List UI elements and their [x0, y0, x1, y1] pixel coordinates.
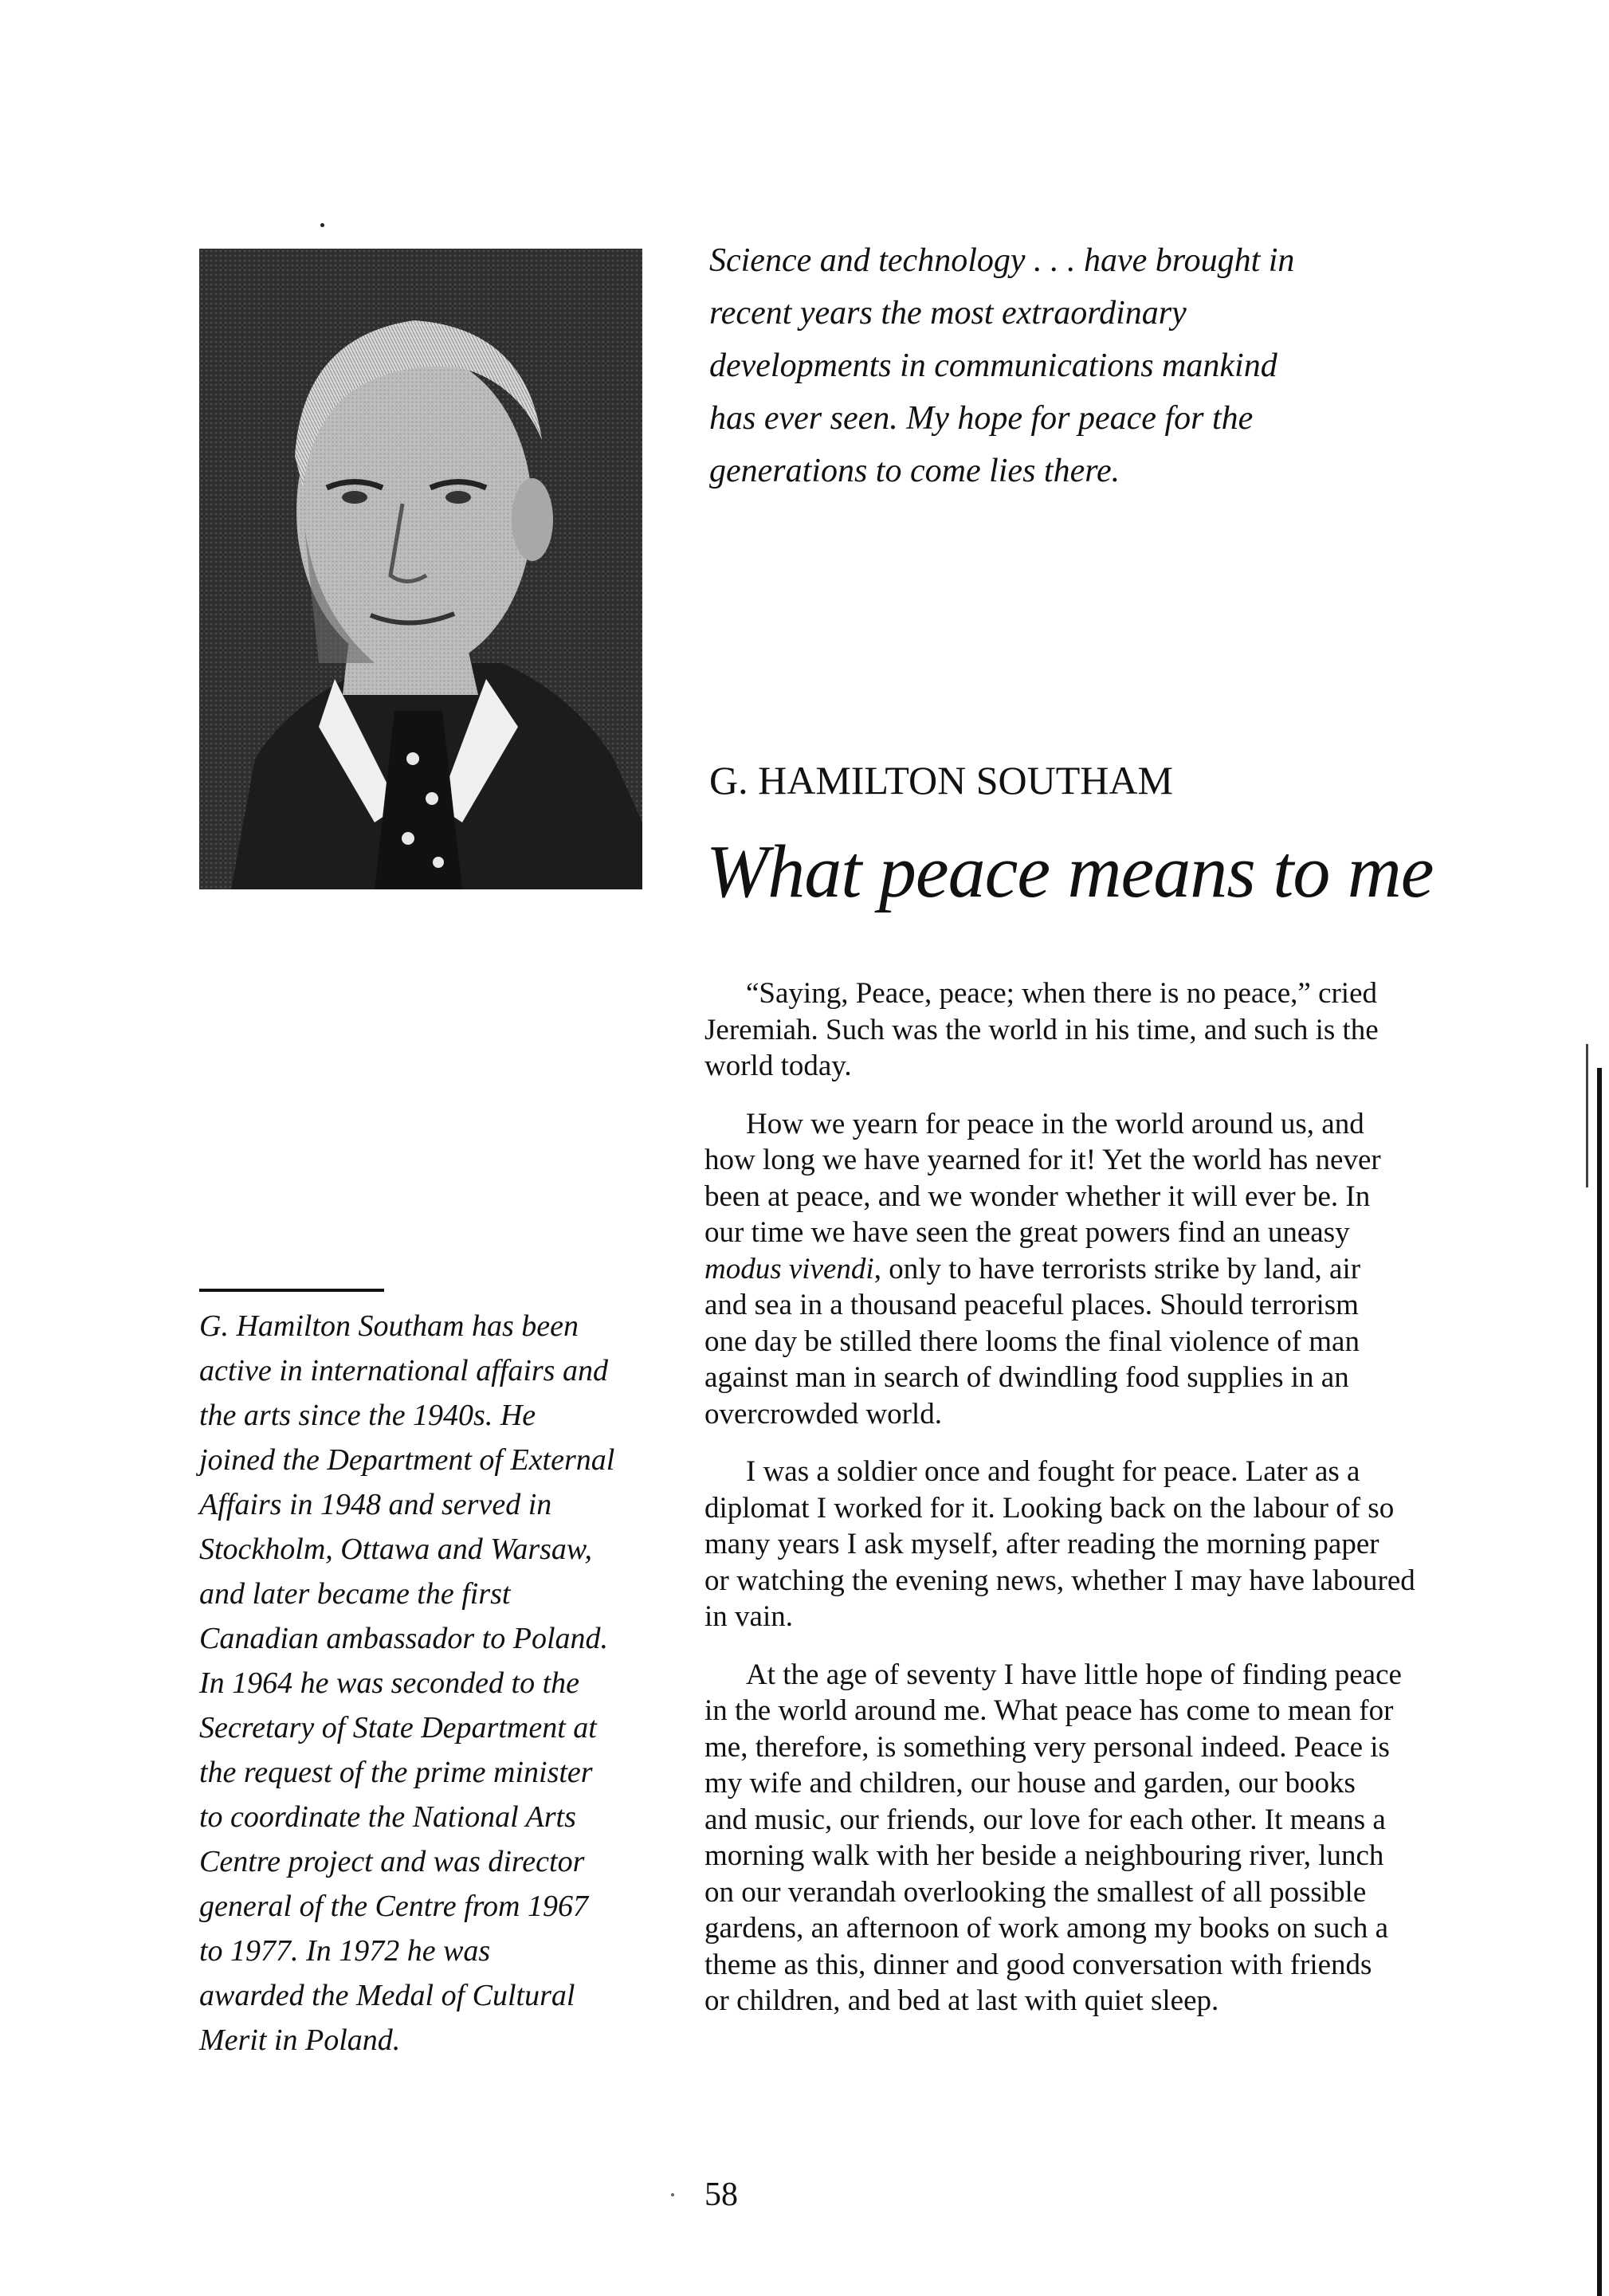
paragraph [704, 1106, 1517, 1433]
epigraph-line: Science and technology . . . have brought in [709, 242, 1295, 279]
bio-divider-rule [199, 1289, 384, 1292]
bio-line: Canadian ambassador to Poland. [199, 1622, 609, 1655]
bio-line: In 1964 he was seconded to the [199, 1666, 580, 1700]
bio-line: Secretary of State Department at [199, 1711, 597, 1745]
body-line: my wife and children, our house and garden, our books [704, 1767, 1356, 1800]
bio-line: the request of the prime minister [199, 1756, 593, 1789]
body-line: and sea in a thousand peaceful places. Should terrorism [704, 1289, 1359, 1321]
body-line: on our verandah overlooking the smallest of all possible [704, 1875, 1367, 1909]
paragraph [704, 1454, 1517, 1635]
body-line: How we yearn for peace in the world around us, and [746, 1107, 1364, 1140]
bio-line: active in international affairs and [199, 1354, 608, 1387]
author-portrait-photo [199, 249, 642, 889]
bio-line: Affairs in 1948 and served in [199, 1488, 552, 1521]
author-bio [199, 1304, 646, 2062]
article-title: What peace means to me [706, 830, 1434, 913]
epigraph-quote [709, 234, 1315, 497]
body-line: been at peace, and we wonder whether it will ever be. In [704, 1179, 1371, 1213]
body-line: in vain. [704, 1600, 793, 1633]
body-line: in the world around me. What peace has come to mean for [704, 1694, 1394, 1727]
paragraph [704, 975, 1517, 1085]
body-line: many years I ask myself, after reading the morning paper [704, 1528, 1379, 1560]
paragraph [704, 1657, 1517, 2019]
body-line: At the age of seventy I have little hope of finding peace [746, 1658, 1402, 1691]
bio-line: Merit in Poland. [199, 2023, 401, 2057]
body-line-tail: , only to have terrorists strike by land, air [873, 1252, 1361, 1285]
body-line: morning walk with her beside a neighbouring river, lunch [704, 1839, 1384, 1872]
bio-line: general of the Centre from 1967 [199, 1890, 588, 1923]
body-line: diplomat I worked for it. Looking back on the labour of so [704, 1491, 1395, 1525]
epigraph-line: generations to come lies there. [709, 453, 1120, 489]
bio-line: joined the Department of External [199, 1443, 615, 1477]
body-line: “Saying, Peace, peace; when there is no peace,” cried [746, 977, 1378, 1010]
italic-phrase: modus vivendi [704, 1252, 874, 1285]
page-number: 58 [704, 2176, 738, 2213]
bio-line: the arts since the 1940s. He [199, 1399, 536, 1432]
author-name: G. HAMILTON SOUTHAM [709, 758, 1173, 803]
body-line: Jeremiah. Such was the world in his time, and such is the [704, 1013, 1379, 1046]
body-line: overcrowded world. [704, 1397, 942, 1431]
bio-line: to 1977. In 1972 he was [199, 1934, 491, 1968]
body-line: one day be stilled there looms the final violence of man [704, 1325, 1360, 1358]
body-line: or children, and bed at last with quiet sleep. [704, 1984, 1219, 2017]
bio-line: awarded the Medal of Cultural [199, 1979, 575, 2012]
portrait-drawing [199, 249, 642, 889]
epigraph-line: has ever seen. My hope for peace for the [709, 400, 1254, 437]
epigraph-line: developments in communications mankind [709, 347, 1277, 384]
scan-edge-mark [1586, 1044, 1588, 1187]
body-line: gardens, an afternoon of work among my books on such a [704, 1912, 1388, 1945]
bio-line: G. Hamilton Southam has been [199, 1309, 579, 1343]
epigraph-line: recent years the most extraordinary [709, 295, 1187, 332]
body-line: world today. [704, 1050, 852, 1082]
body-line: our time we have seen the great powers find an uneasy [704, 1216, 1350, 1249]
bio-line: Centre project and was director [199, 1845, 585, 1878]
article-body [704, 975, 1517, 2041]
body-line: and music, our friends, our love for each other. It means a [704, 1803, 1386, 1836]
body-line: how long we have yearned for it! Yet the world has never [704, 1144, 1381, 1176]
body-line: theme as this, dinner and good conversation with friends [704, 1948, 1372, 1981]
scan-edge-shadow [1597, 1068, 1602, 2296]
body-line [704, 1251, 1517, 1288]
body-line: against man in search of dwindling food supplies in an [704, 1361, 1349, 1394]
body-line: me, therefore, is something very personal indeed. Peace is [704, 1730, 1390, 1764]
stray-mark [671, 2193, 674, 2196]
body-line: I was a soldier once and fought for peace. Later as a [746, 1455, 1360, 1488]
bio-line: and later became the first [199, 1577, 511, 1611]
bio-line: Stockholm, Ottawa and Warsaw, [199, 1533, 592, 1566]
body-line: or watching the evening news, whether I may have laboured [704, 1564, 1415, 1597]
stray-mark [320, 223, 324, 227]
bio-line: to coordinate the National Arts [199, 1800, 576, 1834]
